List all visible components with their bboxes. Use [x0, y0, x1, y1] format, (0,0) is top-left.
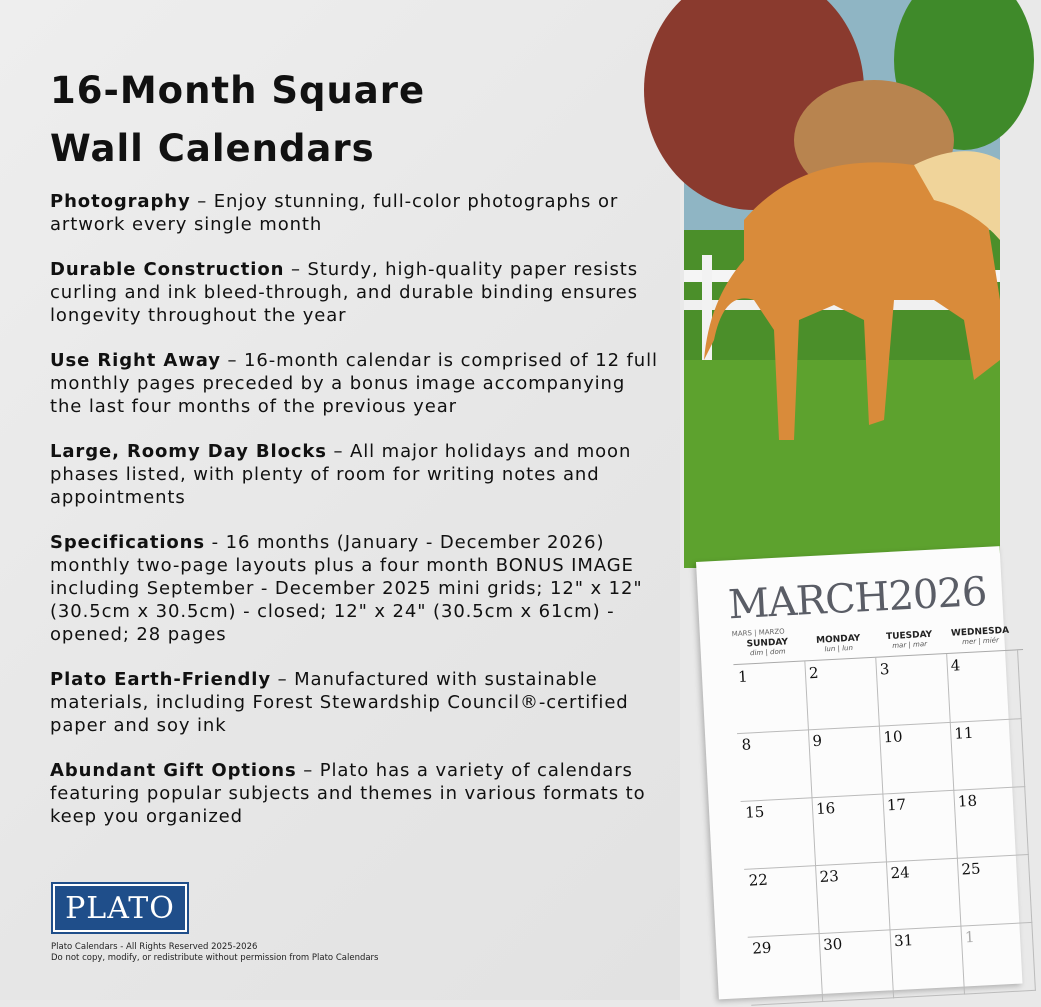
title-line-2: Wall Calendars: [50, 127, 375, 170]
feature-heading: Photography: [50, 191, 191, 212]
feature-item: [50, 668, 660, 737]
day-number: 17: [886, 795, 907, 815]
day-number: 18: [957, 791, 978, 811]
feature-heading: Use Right Away: [50, 350, 221, 371]
day-cell: [889, 926, 965, 999]
day-number: 3: [879, 660, 890, 679]
feature-text: – Sturdy, high-quality paper resists curling and ink bleed-through, and durable binding ensures longevity throughout the year: [50, 259, 638, 326]
feature-text: – All major holidays and moon phases listed, with plenty of room for writing notes and appointments: [50, 441, 632, 508]
feature-text: – 16-month calendar is comprised of 12 full monthly pages preceded by a bonus image accompanying the last four months of the previous year: [50, 350, 658, 417]
day-translation: dim | dom: [749, 647, 786, 658]
day-cell: [960, 922, 1036, 995]
day-number: 11: [953, 723, 974, 743]
feature-item: [50, 531, 660, 646]
day-cell: [733, 661, 809, 734]
feature-text: – Manufactured with sustainable materials, including Forest Stewardship Council®-certified paper and soy ink: [50, 669, 629, 736]
day-name: MONDAY: [815, 633, 861, 646]
feature-item: [50, 440, 660, 509]
day-header: [803, 633, 874, 655]
feature-heading: Specifications: [50, 532, 205, 553]
day-number: 1: [737, 667, 749, 686]
day-cell: [811, 794, 887, 867]
day-number: 24: [890, 863, 911, 883]
horse-illustration: [684, 0, 1000, 568]
copyright-line-2: Do not copy, modify, or redistribute without permission from Plato Calendars: [51, 953, 379, 963]
feature-text: – Plato has a variety of calendars featuring popular subjects and themes in various formats to keep you organized: [50, 760, 646, 827]
day-cell: [882, 790, 958, 863]
logo-text: PLATO: [65, 890, 175, 926]
feature-heading: Abundant Gift Options: [50, 760, 297, 781]
day-number: 23: [819, 866, 840, 886]
day-translation: mar | mar: [892, 640, 928, 650]
day-cell: [815, 861, 891, 934]
copyright-notice: [51, 942, 378, 964]
title-line-1: 16-Month Square: [50, 69, 426, 112]
day-number: 29: [751, 938, 772, 958]
day-number: 10: [882, 727, 903, 747]
day-translation: mer | miér: [961, 636, 1000, 647]
feature-heading: Durable Construction: [50, 259, 285, 280]
month-subtitle: MARS | MARZO: [731, 627, 785, 639]
month-name: MARCH: [727, 574, 890, 629]
calendar-month-title: [727, 569, 987, 628]
feature-item: [50, 349, 660, 418]
feature-text: – Enjoy stunning, full-color photographs or artwork every single month: [50, 191, 619, 235]
day-cell: [819, 929, 895, 1002]
day-number: 4: [950, 656, 961, 675]
day-number: 31: [893, 931, 914, 951]
day-cell: [950, 718, 1026, 791]
day-name: WEDNESDA: [950, 625, 1010, 639]
feature-heading: Large, Roomy Day Blocks: [50, 441, 327, 462]
day-name: SUNDAY: [746, 637, 789, 650]
feature-item: [50, 190, 660, 236]
day-number: 8: [741, 735, 752, 754]
day-number: 15: [744, 802, 765, 822]
day-cell: [953, 786, 1029, 859]
page-title: [50, 62, 650, 178]
day-cell: [957, 854, 1033, 927]
plato-logo: [51, 882, 189, 934]
day-number: 25: [960, 859, 981, 879]
day-cell: [804, 658, 880, 731]
feature-list: [50, 190, 660, 850]
day-number: 16: [815, 799, 836, 819]
day-cell: [946, 650, 1022, 723]
calendar-page: [696, 546, 1023, 999]
day-header: [945, 625, 1016, 647]
month-year: 2026: [887, 568, 988, 620]
day-number: 9: [812, 731, 823, 751]
copyright-line-1: Plato Calendars - All Rights Reserved 2025-2026: [51, 942, 258, 952]
feature-heading: Plato Earth-Friendly: [50, 669, 271, 690]
feature-text: - 16 months (January - December 2026) monthly two-page layouts plus a four month BONUS IMAGE including September - December 2025 mini grids; 12" x 12" (30.5cm x 30.5cm) - closed; 12" x 24" (30.5cm x 61cm) - opened; 28 pages: [50, 532, 643, 645]
day-number: 30: [822, 934, 843, 954]
day-number: 22: [748, 870, 769, 890]
day-header: [874, 629, 945, 651]
day-cell: [808, 726, 884, 799]
day-cell: [879, 722, 955, 795]
feature-item: [50, 759, 660, 828]
day-number: 1: [964, 927, 976, 947]
day-cell: [748, 933, 824, 1006]
day-cell: [875, 654, 951, 727]
day-cell: [744, 865, 820, 938]
day-header: [732, 637, 803, 659]
feature-item: [50, 258, 660, 327]
day-cell: [886, 858, 962, 931]
day-translation: lun | lun: [824, 643, 854, 654]
day-cell: [737, 729, 813, 802]
day-number: 2: [808, 663, 819, 683]
horse-photo: [684, 0, 1000, 568]
day-name: TUESDAY: [885, 629, 933, 643]
day-cell: [741, 797, 817, 870]
